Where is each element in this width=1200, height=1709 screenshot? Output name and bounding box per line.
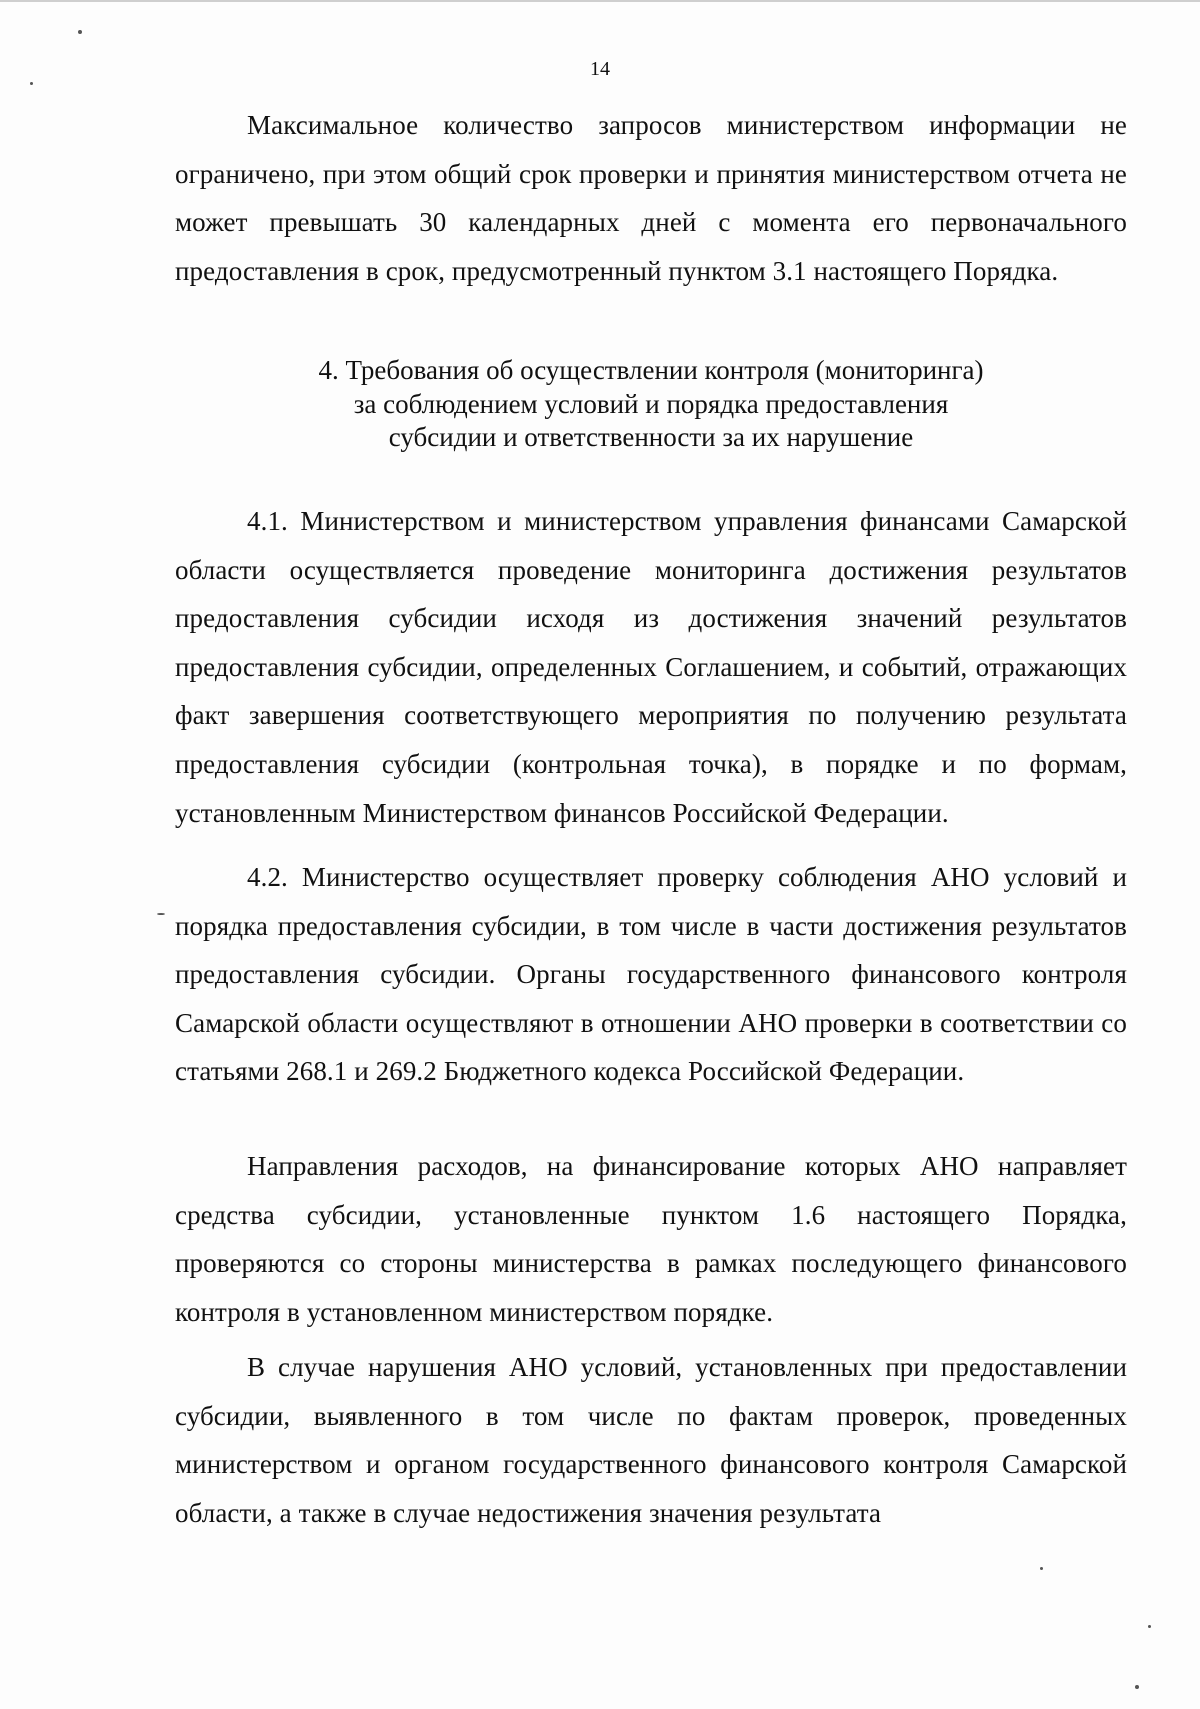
scan-top-edge <box>0 0 1200 2</box>
scan-speck <box>1135 1685 1139 1689</box>
scan-speck <box>30 82 33 85</box>
section-4-heading-line-2: за соблюдением условий и порядка предоставления <box>353 388 949 419</box>
paragraph-expense-directions: Направления расходов, на финансирование которых АНО направляет средства субсидии, установленные пунктом 1.6 настоящего Порядка, проверяются со стороны министерства в рамках последующего финансового контроля в установленном министерством порядке. <box>175 1151 1127 1327</box>
paragraph-4-2: 4.2. Министерство осуществляет проверку соблюдения АНО условий и порядка предоставления субсидии, в том числе в части достижения результатов предоставления субсидии. Органы государственного финансового контроля Самарской области осуществляют в отношении АНО проверки в соответствии со статьями 268.1 и 269.2 Бюджетного кодекса Российской Федерации. <box>175 862 1127 1087</box>
section-4-heading <box>175 354 1127 455</box>
scan-speck <box>1148 1625 1151 1628</box>
scan-speck <box>1040 1567 1043 1570</box>
scan-speck <box>78 30 82 34</box>
paragraph-intro: Максимальное количество запросов министерством информации не ограничено, при этом общий срок проверки и принятия министерством отчета не может превышать 30 календарных дней с момента его первоначального предоставления в срок, предусмотренный пунктом 3.1 настоящего Порядка. <box>175 110 1127 286</box>
paragraph-4-1: 4.1. Министерством и министерством управления финансами Самарской области осуществляется проведение мониторинга достижения результатов предоставления субсидии исходя из достижения значений результатов предоставления субсидии, определенных Соглашением, и событий, отражающих факт завершения соответствующего мероприятия по получению результата предоставления субсидии (контрольная точка), в порядке и по формам, установленным Министерством финансов Российской Федерации. <box>175 506 1127 828</box>
section-4-heading-line-1: 4. Требования об осуществлении контроля (мониторинга) <box>318 355 984 385</box>
section-4-heading-line-3: субсидии и ответственности за их нарушение <box>388 422 914 452</box>
scan-speck <box>157 913 165 915</box>
paragraph-violation: В случае нарушения АНО условий, установленных при предоставлении субсидии, выявленного в том числе по фактам проверок, проведенных министерством и органом государственного финансового контроля Самарской области, а также в случае недостижения значения результата <box>175 1352 1127 1528</box>
page-number: 14 <box>590 58 610 80</box>
